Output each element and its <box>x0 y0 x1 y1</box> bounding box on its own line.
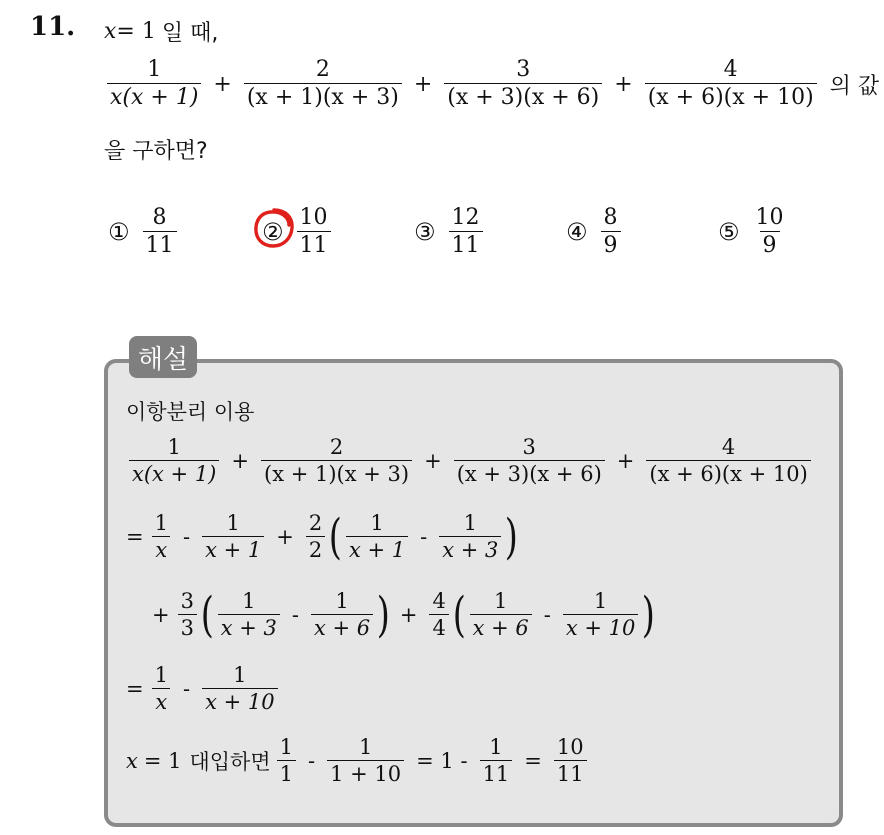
frac-1-over-11 <box>480 736 513 786</box>
subst-korean: 대입하면 <box>189 750 271 775</box>
den: x + 1 <box>202 536 264 562</box>
frac-1-over-x-plus-3 <box>439 512 501 562</box>
plus-sign: + <box>424 449 442 474</box>
solution-final <box>126 736 590 786</box>
plus-sign: + <box>399 603 418 628</box>
frac-2-over-2 <box>306 512 325 562</box>
frac-1-over-x <box>152 664 171 714</box>
den: x + 3 <box>218 614 280 640</box>
equals-one-minus: = 1 - <box>416 749 468 774</box>
condition-korean: 일 때, <box>161 21 219 46</box>
choice-3-fraction <box>449 206 483 258</box>
minus-sign: - <box>420 525 428 550</box>
minus-sign: - <box>291 603 299 628</box>
expr-term-2-num: 2 <box>315 57 330 82</box>
den: 11 <box>480 760 513 786</box>
num: 1 <box>593 589 608 613</box>
condition-variable: x <box>104 19 117 44</box>
expr-tail: 의 값 <box>829 73 880 99</box>
den: 11 <box>554 760 587 786</box>
frac-1-over-x-plus-10 <box>563 590 639 640</box>
choice-4-fraction <box>601 206 621 258</box>
num: 1 <box>154 511 168 535</box>
expr-term-3 <box>444 58 602 110</box>
frac-4-over-4 <box>429 590 448 640</box>
choice-1-den: 11 <box>143 231 177 258</box>
expr-term-4 <box>645 58 817 110</box>
choice-1-num: 8 <box>152 205 167 230</box>
num: 1 <box>489 735 503 759</box>
frac-1-over-x-plus-3 <box>218 590 280 640</box>
right-paren: ) <box>376 587 391 644</box>
den: 2 <box>306 536 325 562</box>
sol-term-2-den: (x + 1)(x + 3) <box>261 460 412 486</box>
sol-term-4-den: (x + 6)(x + 10) <box>646 460 810 486</box>
plus-sign: + <box>152 603 170 628</box>
minus-sign: - <box>182 525 191 550</box>
choice-4-num: 8 <box>603 205 618 230</box>
expr-term-1-den: x(x + 1) <box>107 83 201 110</box>
choice-2-den: 11 <box>297 231 331 258</box>
den: 1 <box>277 760 296 786</box>
sol-term-2-num: 2 <box>329 435 344 459</box>
sol-term-1-den: x(x + 1) <box>129 460 219 486</box>
solution-step-1 <box>126 509 519 566</box>
choice-3[interactable] <box>414 206 486 258</box>
question-line-3: 을 구하면? <box>104 139 208 164</box>
choice-5-den: 9 <box>760 231 780 258</box>
plus-sign: + <box>213 71 232 97</box>
den: x <box>152 688 170 714</box>
choice-2-fraction <box>297 206 331 258</box>
den: x <box>152 536 170 562</box>
subst-value: = 1 <box>143 749 182 774</box>
expr-term-2 <box>244 58 402 110</box>
sol-term-4-num: 4 <box>721 435 736 459</box>
frac-10-over-11 <box>554 736 587 786</box>
frac-1-over-1-plus-10 <box>327 736 404 786</box>
den: x + 6 <box>470 614 532 640</box>
question-condition <box>104 16 218 47</box>
choice-4-den: 9 <box>601 231 621 258</box>
den: 1 + 10 <box>327 760 404 786</box>
minus-sign: - <box>308 749 316 774</box>
frac-1-over-x-plus-10 <box>202 664 278 714</box>
solution-step-3 <box>126 664 281 714</box>
choice-5-mark: ⑤ <box>718 218 740 247</box>
minus-sign: - <box>182 677 191 702</box>
den: x + 10 <box>202 688 278 714</box>
choice-5-num: 10 <box>755 205 784 230</box>
expr-term-1-num: 1 <box>147 57 162 82</box>
den: x + 10 <box>563 614 639 640</box>
num: 1 <box>335 589 349 613</box>
choice-3-den: 11 <box>449 231 483 258</box>
expr-term-3-num: 3 <box>516 57 531 82</box>
equals-sign: = <box>126 677 144 702</box>
plus-sign: + <box>276 525 294 550</box>
num: 4 <box>432 589 446 613</box>
solution-expression <box>126 436 814 486</box>
solution-intro: 이항분리 이용 <box>126 400 255 424</box>
choice-3-mark: ③ <box>414 218 436 247</box>
num: 1 <box>463 511 477 535</box>
num: 1 <box>242 589 256 613</box>
choice-4[interactable] <box>566 206 624 258</box>
expr-term-4-den: (x + 6)(x + 10) <box>645 83 817 110</box>
num: 1 <box>358 735 373 759</box>
equals-sign: = <box>126 525 144 550</box>
num: 1 <box>493 589 508 613</box>
num: 1 <box>370 511 384 535</box>
frac-1-over-x-plus-6 <box>470 590 532 640</box>
frac-1-over-x <box>152 512 171 562</box>
choice-5[interactable] <box>718 206 790 258</box>
frac-1-over-x-plus-6 <box>311 590 373 640</box>
den: x + 3 <box>439 536 501 562</box>
subst-variable: x <box>126 749 138 774</box>
expr-term-2-den: (x + 1)(x + 3) <box>244 83 402 110</box>
sol-term-3-num: 3 <box>522 435 536 459</box>
sol-term-4 <box>646 436 810 486</box>
sol-term-1-num: 1 <box>167 435 181 459</box>
left-paren: ( <box>329 509 343 566</box>
den: 4 <box>429 614 448 640</box>
right-paren: ) <box>642 587 656 644</box>
num: 1 <box>226 511 240 535</box>
choice-4-mark: ④ <box>566 218 588 247</box>
choice-2-mark <box>262 218 284 246</box>
choice-2-mark-glyph: ② <box>262 218 284 247</box>
expr-term-3-den: (x + 3)(x + 6) <box>444 83 602 110</box>
plus-sign: + <box>231 449 249 474</box>
sol-term-1 <box>129 436 219 486</box>
choice-3-num: 12 <box>451 205 480 230</box>
frac-1-over-1 <box>277 736 296 786</box>
frac-3-over-3 <box>178 590 197 640</box>
choice-1-fraction <box>143 206 177 258</box>
num: 3 <box>180 589 194 613</box>
plus-sign: + <box>413 71 433 97</box>
frac-1-over-x-plus-1 <box>346 512 408 562</box>
den: x + 1 <box>346 536 408 562</box>
solution-tag: 해설 <box>129 336 197 378</box>
expr-term-4-num: 4 <box>723 57 738 82</box>
num: 1 <box>279 735 294 759</box>
choice-5-fraction <box>753 206 787 258</box>
plus-sign: + <box>616 449 635 474</box>
plus-sign: + <box>614 71 633 97</box>
right-paren: ) <box>505 509 519 566</box>
frac-1-over-x-plus-1 <box>202 512 264 562</box>
choice-1[interactable] <box>108 206 180 258</box>
question-number: 11. <box>30 12 76 42</box>
sol-term-2 <box>261 436 412 486</box>
den: x + 6 <box>311 614 373 640</box>
sol-term-3-den: (x + 3)(x + 6) <box>454 460 605 486</box>
solution-step-2 <box>152 587 656 644</box>
equals-sign: = <box>524 749 542 774</box>
choice-1-mark: ① <box>108 218 130 247</box>
num: 1 <box>233 663 247 687</box>
expr-term-1 <box>107 58 201 110</box>
den: 3 <box>178 614 197 640</box>
condition-equals: = 1 <box>116 19 156 44</box>
num: 2 <box>308 511 323 535</box>
num: 1 <box>154 663 168 687</box>
left-paren: ( <box>200 587 214 644</box>
num: 10 <box>556 735 584 759</box>
choice-2[interactable] <box>262 206 334 258</box>
choice-2-num: 10 <box>299 205 328 230</box>
sol-term-3 <box>454 436 605 486</box>
question-expression <box>104 58 879 110</box>
left-paren: ( <box>452 587 466 644</box>
minus-sign: - <box>543 603 551 628</box>
